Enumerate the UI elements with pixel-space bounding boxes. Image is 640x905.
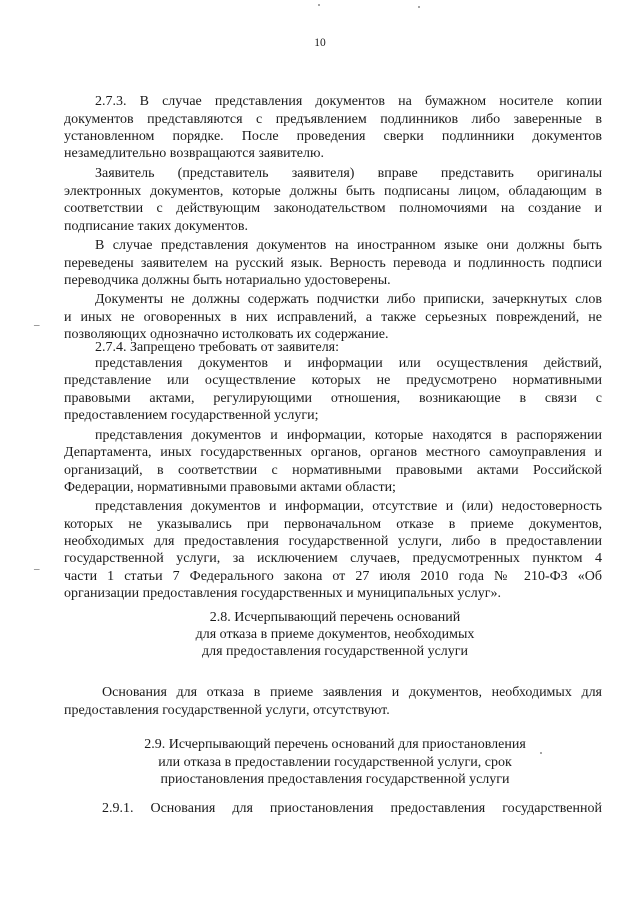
page-number: 10 [314,37,326,49]
paragraph-line: необходимых для предоставления государственной услуги, либо в предоставлении [64,534,602,549]
paragraph-line: переведены заявителем на русский язык. Верность перевода и подлинность подписи [64,256,602,271]
paragraph-line: организации предоставления государственных и муниципальных услуг». [64,586,501,601]
paragraph-line: представления документов и информации, которые находятся в распоряжении [95,428,602,443]
paragraph-line: В случае представления документов на иностранном языке они должны быть [95,238,602,253]
paragraph-line: Департамента, иных государственных органов, органов местного самоуправления и [64,445,602,460]
paragraph-line: организаций, в соответствии с нормативными правовыми актами Российской [64,463,602,478]
paragraph-line: переводчика должны быть нотариально удостоверены. [64,273,391,288]
paragraph-line: которых не указывались при первоначальном отказе в приеме документов, [64,517,602,532]
paragraph-line: государственной услуги, за исключением случаев, предусмотренных пунктом 4 [64,551,602,566]
section-heading-line: 2.8. Исчерпывающий перечень оснований [209,610,461,625]
paragraph-line: части 1 статьи 7 Федерального закона от 27 июля 2010 года № 210-ФЗ «Об [64,569,602,584]
section-heading-line: или отказа в предоставлении государственной услуги, срок [158,755,512,770]
paragraph-line: электронных документов, которые должны быть подписаны лицом, обладающим в [64,184,602,199]
section-heading-line: 2.9. Исчерпывающий перечень оснований для приостановления [144,737,526,752]
section-heading-line: для отказа в приеме документов, необходимых [195,627,475,642]
scan-speck [318,4,320,6]
paragraph-line: незамедлительно возвращаются заявителю. [64,146,324,161]
paragraph-line: подписание таких документов. [64,219,248,234]
paragraph-line: 2.7.4. Запрещено требовать от заявителя: [95,340,340,355]
paragraph-line: установленном порядке. После проведения сверки подлинники документов [64,129,602,144]
scan-speck [540,752,542,754]
section-heading-line: приостановления предоставления государственной услуги [160,772,510,787]
paragraph-line: представления документов и информации или осуществления действий, [95,356,602,371]
section-heading-line: для предоставления государственной услуги [201,644,469,659]
margin-mark: – [34,319,40,331]
paragraph-line: представления документов и информации, отсутствие и (или) недостоверность [95,499,602,514]
paragraph-line: позволяющих однозначно истолковать их содержание. [64,327,389,342]
paragraph-line: 2.9.1. Основания для приостановления предоставления государственной [102,801,602,816]
paragraph-line: правовыми актами, регулирующими отношения, возникающие в связи с [64,391,602,406]
paragraph-line: Документы не должны содержать подчистки либо приписки, зачеркнутых слов [95,292,602,307]
paragraph-line: документов представляются с предъявлением подлинников либо заверенные в [64,112,602,127]
paragraph-line: Заявитель (представитель заявителя) вправе представить оригиналы [95,166,602,181]
paragraph-line: предоставлением государственной услуги; [64,408,319,423]
paragraph-line: Основания для отказа в приеме заявления и документов, необходимых для [102,685,602,700]
paragraph-line: предоставления государственной услуги, отсутствуют. [64,703,390,718]
margin-mark: – [34,563,40,575]
paragraph-line: и иных не оговоренных в них исправлений, а также серьезных повреждений, не [64,310,602,325]
scan-speck [418,6,420,8]
paragraph-line: 2.7.3. В случае представления документов на бумажном носителе копии [95,94,602,109]
paragraph-line: соответствии с действующим законодательством полномочиями на создание и [64,201,602,216]
paragraph-line: Федерации, нормативными правовыми актами области; [64,480,396,495]
paragraph-line: представление или осуществление которых не предусмотрено нормативными [64,373,602,388]
